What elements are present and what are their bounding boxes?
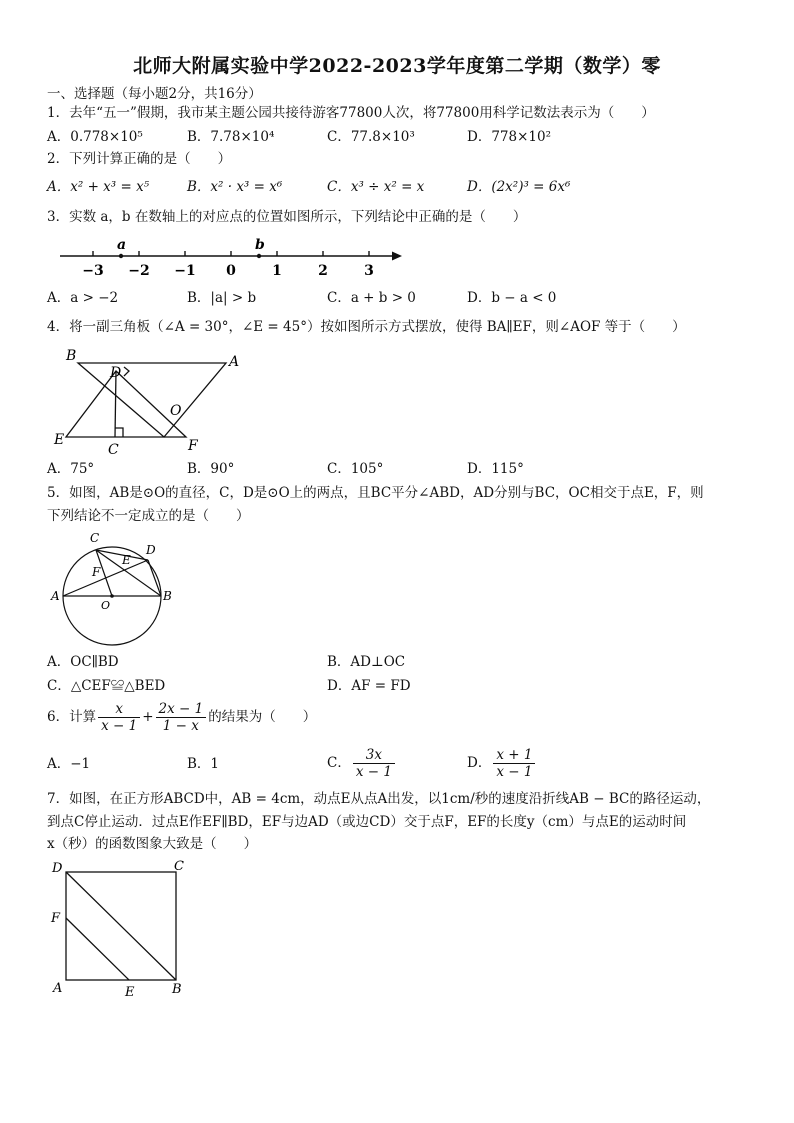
number-line-tick-label: 1 [272, 263, 282, 279]
question-5-option-d: D．AF = FD [327, 678, 411, 694]
question-6-option-d [467, 746, 537, 780]
point-a-label: a [117, 237, 127, 253]
question-6-option-a: A．−1 [47, 756, 91, 772]
label-e: E [54, 432, 65, 448]
triangle-bad [78, 363, 226, 437]
label-f: F [188, 438, 198, 454]
diagonal-bd [66, 872, 176, 980]
option-c-label: C． [327, 755, 351, 771]
number-line-tick-label: −2 [128, 263, 150, 279]
triangle-set-figure [50, 342, 250, 458]
number-line-tick-label: −3 [82, 263, 104, 279]
question-2-option-c: C．x³ ÷ x² = x [327, 179, 425, 195]
option-c-fraction [353, 747, 395, 780]
question-4-option-c: C．105° [327, 461, 384, 477]
number-line-tick-label: 2 [318, 263, 328, 279]
question-7-stem-line-3: x（秒）的函数图象大致是（ ） [47, 836, 258, 852]
question-3-stem: 3．实数 a，b 在数轴上的对应点的位置如图所示，下列结论中正确的是（ ） [47, 209, 527, 225]
label-a: A [53, 981, 63, 996]
label-f: F [51, 911, 61, 926]
question-6-option-c [327, 746, 397, 780]
question-3-option-b: B．|a| > b [187, 290, 257, 306]
question-2-option-b: B．x² · x³ = x⁶ [187, 179, 283, 195]
option-d-fraction [493, 747, 535, 780]
question-5-option-c: C．△CEF≌△BED [47, 678, 166, 694]
section-heading: 一、选择题（每小题2分，共16分） [47, 86, 262, 102]
fraction-1-numerator: x [98, 701, 140, 718]
question-4-stem: 4．将一副三角板（∠A = 30°，∠E = 45°）按如图所示方式摆放，使得 BA∥EF，则∠AOF 等于（ ） [47, 319, 686, 335]
question-6-option-b: B．1 [187, 756, 220, 772]
fraction-1 [98, 701, 140, 734]
question-2-option-a: A．x² + x³ = x⁵ [47, 179, 150, 195]
label-d: D [110, 365, 122, 381]
label-b: B [172, 982, 182, 997]
label-o: O [101, 599, 111, 612]
label-f: F [92, 565, 101, 579]
point-a-dot [119, 254, 123, 258]
circle-figure [48, 528, 178, 650]
question-7-stem-line-2: 到点C停止运动．过点E作EF∥BD，EF与边AD（或边CD）交于点F，EF的长度y（cm）与点E的运动时间 [47, 814, 687, 830]
question-3-option-d: D．b − a < 0 [467, 290, 557, 306]
segment-ef [66, 918, 129, 980]
label-c: C [174, 859, 184, 874]
question-7-stem-line-1: 7．如图，在正方形ABCD中，AB = 4cm，动点E从点A出发，以1cm/秒的速度沿折线AB − BC的路径运动， [47, 791, 711, 807]
label-b: B [163, 589, 172, 603]
square-figure [48, 856, 198, 1002]
right-angle-mark-d [124, 367, 129, 376]
option-d-denominator: x − 1 [496, 764, 533, 780]
point-b-label: b [255, 237, 265, 253]
option-c-numerator: 3x [353, 747, 395, 764]
question-3-option-a: A．a > −2 [47, 290, 119, 306]
question-2-option-d: D．(2x²)³ = 6x⁶ [467, 179, 571, 195]
option-d-label: D． [467, 755, 492, 771]
option-d-numerator: x + 1 [493, 747, 535, 764]
label-d: D [52, 861, 63, 876]
option-c-denominator: x − 1 [355, 764, 392, 780]
center-o-dot [110, 594, 114, 598]
chord-bd [148, 560, 161, 596]
question-5-stem-line-1: 5．如图，AB是⊙O的直径，C，D是⊙O上的两点，且BC平分∠ABD，AD分别与BC，OC相交于点E，F，则 [47, 485, 704, 501]
fraction-2 [156, 701, 207, 734]
question-5-option-b: B．AD⊥OC [327, 654, 406, 670]
plus-sign: + [142, 709, 154, 725]
question-1-option-b: B．7.78×10⁴ [187, 129, 275, 145]
label-b: B [66, 348, 77, 364]
label-e: E [122, 553, 131, 567]
question-6-stem-suffix: 的结果为（ ） [208, 709, 317, 725]
question-4-option-a: A．75° [47, 461, 95, 477]
label-c: C [90, 531, 100, 545]
number-line-arrow [392, 252, 402, 261]
number-line-tick-label: 3 [364, 263, 374, 279]
fraction-1-denominator: x − 1 [101, 718, 138, 734]
page-title: 北师大附属实验中学2022-2023学年度第二学期（数学）零 [133, 55, 661, 77]
question-2-stem: 2．下列计算正确的是（ ） [47, 151, 232, 167]
question-5-stem-line-2: 下列结论不一定成立的是（ ） [47, 508, 250, 524]
right-angle-mark-c [115, 428, 123, 437]
label-a: A [51, 589, 60, 603]
label-e: E [125, 985, 135, 1000]
question-4-option-d: D．115° [467, 461, 524, 477]
question-6-stem [47, 700, 316, 734]
question-4-option-b: B．90° [187, 461, 235, 477]
question-3-option-c: C．a + b > 0 [327, 290, 416, 306]
number-line-figure [50, 232, 410, 280]
question-1-option-a: A．0.778×10⁵ [47, 129, 143, 145]
question-1-option-d: D．778×10² [467, 129, 551, 145]
label-c: C [108, 442, 119, 458]
number-line-tick-label: −1 [174, 263, 196, 279]
label-d: D [146, 543, 156, 557]
number-line-tick-label: 0 [226, 263, 236, 279]
label-o: O [170, 403, 182, 419]
question-6-stem-prefix: 6．计算 [47, 709, 97, 725]
fraction-2-denominator: 1 − x [162, 718, 199, 734]
question-5-option-a: A．OC∥BD [47, 654, 119, 670]
point-b-dot [257, 254, 261, 258]
question-1-option-c: C．77.8×10³ [327, 129, 415, 145]
question-1-stem: 1．去年“五一”假期，我市某主题公园共接待游客77800人次，将77800用科学记数法表示为（ ） [47, 105, 655, 121]
label-a: A [229, 354, 240, 370]
fraction-2-numerator: 2x − 1 [156, 701, 207, 718]
